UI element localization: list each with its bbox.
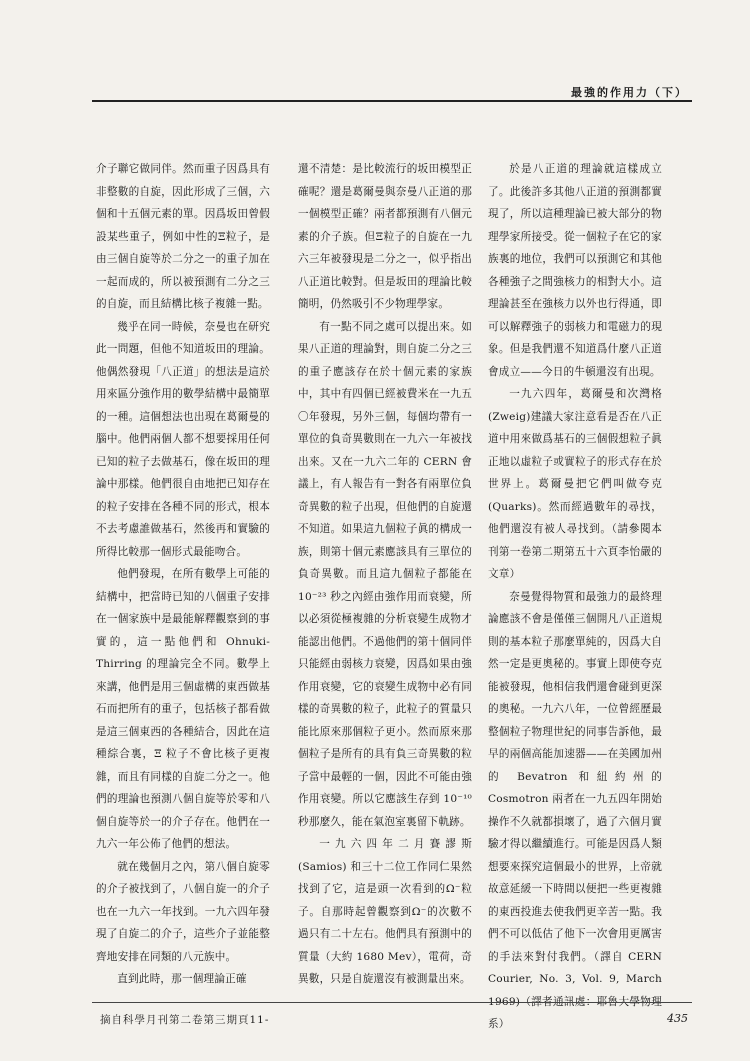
paragraph: 還不清楚：是比較流行的坂田模型正確呢？還是葛爾曼與奈曼八正道的那一個模型正確？兩者都預測有八個元素的介子族。但Ξ粒子的自旋在一九六三年被發現是二分之一，似乎指出八正道比較對。但是坂田的理論比較簡明，仍然吸引不少物理學家。 — [298, 163, 472, 310]
header-title: 最強的作用力（下） — [571, 86, 688, 99]
paragraph: 一九六四年，葛爾曼和次灣格(Zweig)建議大家注意看是否在八正道中用來做爲基石的三個假想粒子眞正地以虛粒子或實粒子的形式存在於世界上。葛爾曼把它們叫做夸克 (Quarks)。然而經過數年的尋找，他們還沒有被人尋找到。（請參閱本刊第一卷第二期第五十六頁李怡嚴的文章） — [488, 388, 662, 580]
footer-rule — [92, 1002, 692, 1003]
paragraph: 有一點不同之處可以提出來。如果八正道的理論對，則自旋二分之三的重子應該存在於十個元素的家族中，其中有四個已經被費米在一九五〇年發現，另外三個，每個均帶有一單位的負奇異數則在一九六一年被找出來。又在一九六二年的 CERN 會議上，有人報告有一對各有兩單位負奇異數的粒子出現，但他們的自旋還不知道。如果這九個粒子眞的構成一族，則第十個元素應該具有三單位的負奇異數。而且這九個粒子都能在 10⁻²³ 秒之內經由強作用而衰變，所以必須從極複雜的分析衰變生成物才能認出他們。不過他們的第十個同伴只能經由弱核力衰變，因爲如果由強作用衰變，它的衰變生成物中必有同樣的奇異數的粒子，此粒子的質量只能比原來那個粒子更小。然而原來那個粒子是所有的具有負三奇異數的粒子當中最輕的一個，因此不可能由強作用衰變。所以它應該生存到 10⁻¹⁰ 秒那麼久，能在氣泡室裏留下軌跡。 — [298, 320, 472, 828]
column-3 — [488, 158, 662, 1036]
paragraph: 他們發現，在所有數學上可能的結構中，把當時已知的八個重子安排在一個家族中是最能解釋觀察到的事實的，這一點他們和 Ohnuki-Thirring 的理論完全不同。數學上來講，他們是用三個虛構的東西做基石而把所有的重子，包括核子都看做是這三個東西的各種結合，因此在這種綜合裏，Ξ 粒子不會比核子更複雜，而且有同樣的自旋二分之一。他們的理論也預測八個自旋等於零和八個自旋等於一的介子存在。他們在一九六一年公佈了他們的想法。 — [96, 568, 270, 850]
column-2 — [298, 158, 472, 991]
paragraph: 於是八正道的理論就這樣成立了。此後許多其他八正道的預測都實現了，所以這種理論已被大部分的物理學家所接受。從一個粒子在它的家族裏的地位，我們可以預測它和其他各種強子之間強核力的相對大小。這理論甚至在強核力以外也行得通，即可以解釋強子的弱核力和電磁力的現象。但是我們還不知道爲什麼八正道會成立——今日的牛頓還沒有出現。 — [488, 163, 662, 378]
paragraph: 介子聯它做同伴。然而重子因爲具有非整數的自旋，因此形成了三個，六個和十五個元素的單。因爲坂田曾假設某些重子，例如中性的Ξ粒子，是由三個自旋等於二分之一的重子加在一起而成的，所以被預測有二分之三的自旋，而且結構比核子複雜一點。 — [96, 163, 270, 310]
column-1 — [96, 158, 270, 991]
footer-source: 摘自科學月刊第二卷第三期頁11- — [100, 1014, 270, 1026]
paragraph: 一九六四年二月賽謬斯(Samios) 和三十二位工作同仁果然找到了它，這是頭一次看到的Ω⁻粒子。自那時起曾觀察到Ω⁻的次數不過只有二十左右。他們具有預測中的質量（大約 1680 Mev），電荷，奇異數，只是自旋還沒有被測量出來。 — [298, 838, 472, 985]
paragraph: 幾乎在同一時候，奈曼也在研究此一問題，但他不知道坂田的理論。他偶然發現「八正道」的想法是這於用來區分強作用的數學結構中最簡單的一種。這個想法也出現在葛爾曼的腦中。他們兩個人都不想要採用任何已知的粒子去做基石，像在坂田的理論中那樣。他們很自由地把已知存在的粒子安排在各種不同的形式，根本不去考慮誰做基石，然後再和實驗的所得比較那一個形式最能吻合。 — [96, 320, 270, 558]
paragraph: 直到此時，那一個理論正確 — [117, 973, 247, 985]
paragraph: 奈曼覺得物質和最強力的最終理論應該不會是僅僅三個開凡八正道規則的基本粒子那麼單純的，因爲大自然一定是更奧秘的。事實上即使夸克能被發現，他相信我們還會碰到更深的奧秘。一九六八年，一位曾經歷最整個粒子物理世紀的同事告訴他，最早的兩個高能加速器——在美國加州的 Bevatron 和紐約州的 Cosmotron 兩者在一九五四年開始操作不久就都損壞了，過了六個月實驗才得以繼續進行。可能是因爲人類想要來探究這個最小的世界，上帝就故意延緩一下時間以便把一些更複雜的東西投進去使我們更辛苦一點。我們不可以低估了他下一次會用更厲害的手法來對付我們。（譯自 CERN Courier, No. 3, Vol. 9, March 1969)（譯者通訊處：耶魯大學物理系） — [488, 590, 662, 1030]
page-number: 435 — [667, 1012, 688, 1025]
header-rule — [92, 100, 692, 102]
paragraph: 就在幾個月之內，第八個自旋零的介子被找到了，八個自旋一的介子也在一九六一年找到。一九六四年發現了自旋二的介子，這些介子並能整齊地安排在同類的八元族中。 — [96, 860, 270, 963]
